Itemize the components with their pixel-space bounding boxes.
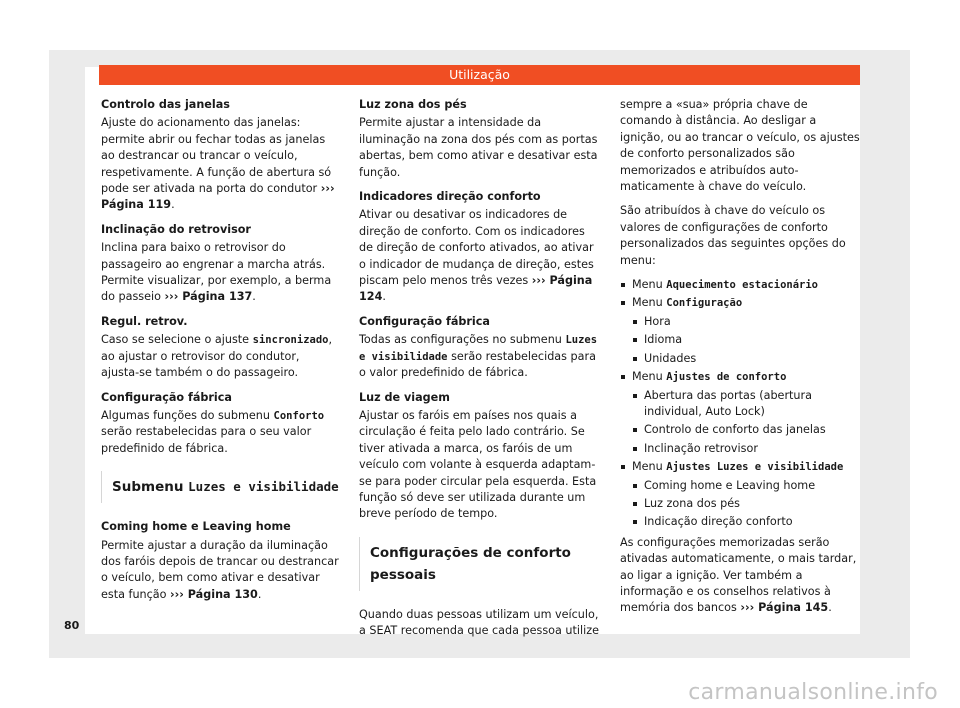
list-item: Unidades [632, 351, 860, 367]
list-item: Inclinação retrovisor [632, 441, 860, 457]
heading-mirror-tilt: Inclinação do retrovisor [101, 222, 251, 236]
submenu-name: Conforto [273, 409, 325, 422]
paragraph-travel-light: Ajustar os faróis em países nos quais a circulação é feita pelo lado contrário. Se tiver ativada a marca, os faróis de um veículo com volante à esquerda adaptam-se para poder circular pela esquerda. Esta função só deve ser utilizada durante um breve período de tempo. [359, 408, 597, 521]
column-middle [359, 97, 599, 648]
list-item: Idioma [632, 332, 860, 348]
page-number: 80 [64, 619, 80, 632]
page-reference-link[interactable]: ››› Página 130 [170, 587, 258, 601]
list-item: Coming home e Leaving home [632, 478, 860, 494]
paragraph-activation: As configurações memorizadas serão ativadas automaticamente, o mais tardar, ao ligar a ignição. Ver também a informação e os conselhos relativos à memória dos bancos ››› Página 145. [620, 535, 857, 615]
submenu-list [632, 478, 860, 531]
submenu-list [632, 388, 860, 458]
section-heading-lights [101, 471, 341, 503]
list-item: Indicação direção conforto [632, 514, 860, 530]
list-item: Controlo de conforto das janelas [632, 422, 860, 438]
text: serão restabelecidas para o seu valor predefinido de fábrica. [101, 425, 312, 455]
text: Submenu [112, 479, 184, 496]
list-item: Luz zona dos pés [632, 496, 860, 512]
menu-name: Ajustes Luzes e visibilidade [666, 461, 844, 474]
heading-comfort-indicators: Indicadores direção conforto [359, 190, 541, 204]
list-item-menu [620, 459, 860, 531]
text: Ativar ou desativar os indicadores de direção de conforto. Com os indicadores de direção de conforto ativados, ao ativar o indicador de mudança de direção, estes piscam pelo menos três vezes [359, 208, 594, 288]
text: Menu [632, 278, 663, 292]
text: As configurações memorizadas serão ativadas automaticamente, o mais tardar, ao ligar a ignição. Ver também a informação e os conselhos relativos à memória dos bancos [620, 535, 857, 615]
text: , ao ajustar o retrovisor do condutor, ajusta-se também o do passageiro. [101, 333, 333, 380]
heading-mirror-adjust: Regul. retrov. [101, 314, 188, 328]
heading-factory-settings: Configuração fábrica [101, 390, 232, 404]
page-reference-link[interactable]: ››› Página 137 [164, 290, 253, 304]
column-right [620, 97, 860, 625]
menu-name: Aquecimento estacionário [666, 279, 818, 292]
heading-coming-home: Coming home e Leaving home [101, 520, 291, 534]
column-left [101, 97, 341, 611]
text: Menu [632, 460, 663, 474]
paragraph-mirror-tilt: Inclina para baixo o retrovisor do passageiro ao engrenar a marcha atrás. Permite visualizar, por exemplo, a berma do passeio ››› Página 137. [101, 241, 332, 304]
page-reference-link[interactable]: ››› Página 124 [359, 274, 593, 304]
paragraph-coming-home: Permite ajustar a duração da iluminação dos faróis depois de trancar ou destrancar o veículo, bem como ativar e desativar esta função ››› Página 130. [101, 538, 339, 601]
submenu-list [632, 314, 860, 367]
text: Algumas funções do submenu [101, 408, 270, 422]
menu-name: Configuração [666, 297, 743, 310]
heading-footwell-light: Luz zona dos pés [359, 98, 467, 111]
text: Todas as configurações no submenu [359, 333, 562, 347]
section-heading-personal-comfort: Configurações de conforto pessoais [359, 537, 599, 591]
heading-travel-light: Luz de viagem [359, 390, 450, 404]
page-reference-link[interactable]: ››› Página 145 [740, 601, 829, 615]
list-item-menu [620, 277, 860, 293]
paragraph-factory-settings-2 [359, 332, 599, 381]
menu-name: Ajustes de conforto [666, 371, 787, 384]
heading-window-control: Controlo das janelas [101, 98, 230, 111]
paragraph-mirror-adjust [101, 332, 341, 381]
text: Menu [632, 370, 663, 384]
list-item-menu [620, 295, 860, 367]
paragraph-own-key: sempre a «sua» própria chave de comando à distância. Ao desligar a ignição, ou ao trancar o veículo, os ajustes de conforto personalizados são memorizados e atribuídos automaticamente à chave do veículo. [620, 98, 860, 194]
text: Permite ajustar a duração da iluminação dos faróis depois de trancar ou destrancar o veículo, bem como ativar e desativar esta função [101, 538, 339, 601]
menu-list [620, 277, 860, 531]
text: Caso se selecione o ajuste [101, 333, 250, 347]
page-reference-link[interactable]: ››› Página 119 [101, 182, 335, 212]
paragraph-window-control: Ajuste do acionamento das janelas: permite abrir ou fechar todas as janelas ao destrancar ou trancar o veículo, respetivamente. A função de abertura só pode ser ativada na porta do condutor ››› Página 119. [101, 116, 335, 212]
paragraph-factory-settings [101, 408, 341, 457]
chapter-header: Utilização [99, 65, 860, 85]
submenu-name: Luzes e visibilidade [188, 479, 339, 495]
setting-name: sincronizado [252, 334, 329, 347]
paragraph-assigned-options: São atribuídos à chave do veículo os valores de configurações de conforto personalizados das seguintes opções do menu: [620, 204, 846, 267]
paragraph-footwell-light: Permite ajustar a intensidade da iluminação na zona dos pés com as portas abertas, bem como ativar e desativar esta função. [359, 116, 598, 179]
text: Inclina para baixo o retrovisor do passageiro ao engrenar a marcha atrás. Permite visualizar, por exemplo, a berma do passeio [101, 241, 332, 304]
heading-factory-settings-2: Configuração fábrica [359, 314, 490, 328]
text: Ajuste do acionamento das janelas: permite abrir ou fechar todas as janelas ao destrancar ou trancar o veículo, respetivamente. A função de abertura só pode ser ativada na porta do condutor [101, 116, 332, 196]
list-item: Hora [632, 314, 860, 330]
submenu-name: Luzes e visibilidade [359, 334, 598, 363]
paragraph-comfort-indicators: Ativar ou desativar os indicadores de direção de conforto. Com os indicadores de direção de conforto ativados, ao ativar o indicador de mudança de direção, estes piscam pelo menos três vezes ››› Página 124. [359, 208, 594, 304]
text: Menu [632, 296, 663, 310]
watermark: carmanualsonline.info [688, 680, 938, 705]
paragraph-two-persons: Quando duas pessoas utilizam um veículo, a SEAT recomenda que cada pessoa utilize [359, 607, 599, 638]
text: serão restabelecidas para o valor predefinido de fábrica. [359, 349, 596, 380]
list-item: Abertura das portas (abertura individual, Auto Lock) [632, 388, 860, 421]
list-item-menu [620, 369, 860, 457]
